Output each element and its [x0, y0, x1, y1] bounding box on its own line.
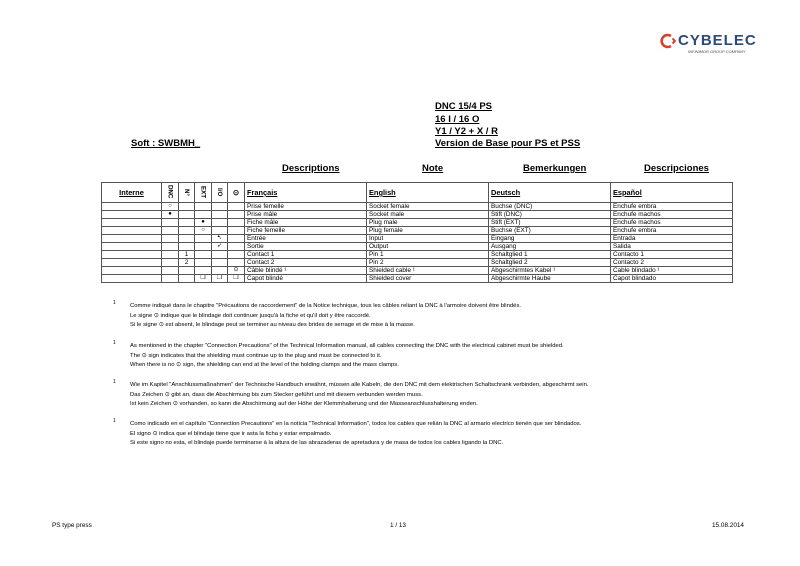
cell-english: Input	[367, 235, 489, 243]
cell-interne	[102, 227, 162, 235]
note-line: Como indicado en el capítulo "Connection Precautions" en la noticia "Technical Information", todos los cables que relián la DNC al armario electrico tienén que ser blindados.	[130, 421, 582, 427]
table-row	[102, 219, 733, 227]
cell-espanol: Enchufe embra	[611, 203, 733, 211]
version-title: Version de Base pour PS et PSS	[435, 138, 581, 149]
cell-ext	[195, 243, 212, 251]
cell-io: ➶	[212, 243, 228, 251]
cell-shield	[228, 219, 245, 227]
table-row	[102, 235, 733, 243]
table-row	[102, 275, 733, 283]
cell-deutsch: Buchse (EXT)	[489, 227, 611, 235]
header-francais: Français	[245, 183, 367, 203]
cell-shield: ❐	[228, 275, 245, 283]
footer-doc-name: PS type press	[52, 522, 92, 529]
cell-espanol: Enchufe machos	[611, 211, 733, 219]
note-line: Comme indiqué dans le chapitre "Précautions de raccordement" de la Notice technique, tous les câbles reliant la DNC à l'armoire doivent être blindés.	[130, 303, 522, 309]
cell-shield	[228, 203, 245, 211]
cell-io	[212, 227, 228, 235]
cell-english: Socket male	[367, 211, 489, 219]
model-title: DNC 15/4 PS	[435, 101, 493, 112]
note-line: Le signe ⊙ indique que le blindage doit continuer jusqu'à la fiche et qu'il doit y être raccordé.	[130, 312, 371, 319]
table-header-row	[102, 183, 733, 203]
cell-io	[212, 267, 228, 275]
cell-io	[212, 259, 228, 267]
logo-brand: CYBELEC	[678, 32, 757, 49]
note-line: Wie im Kapitel "Anschlussmaßnahmen" der Technische Handbuch erwähnt, müssen alle Kabeln, die den DNC mit dem elektrischen Schaltschrank verbinden, abgeschirmt sein.	[130, 382, 589, 388]
cell-francais: Prise mâle	[245, 211, 367, 219]
symbol-legend-table	[101, 182, 733, 283]
note-line: Si le signe ⊙ est absent, le blindage peut se terminer au niveau des brides de serrage et de mise à la masse.	[130, 322, 415, 329]
cell-espanol: Contacto 2	[611, 259, 733, 267]
cell-espanol: Contacto 1	[611, 251, 733, 259]
cell-shield	[228, 251, 245, 259]
cell-deutsch: Schaltglied 2	[489, 259, 611, 267]
cell-francais: Prise femelle	[245, 203, 367, 211]
column-title-bemerkungen: Bemerkungen	[523, 163, 587, 174]
table-row	[102, 211, 733, 219]
cell-espanol: Capot blindado	[611, 275, 733, 283]
cell-interne	[102, 219, 162, 227]
shield-icon: ⊙	[228, 183, 245, 203]
cell-deutsch: Buchse (DNC)	[489, 203, 611, 211]
cell-francais: Câble blindé ¹	[245, 267, 367, 275]
cell-dnc	[162, 275, 179, 283]
cell-no	[179, 203, 195, 211]
table-row	[102, 251, 733, 259]
cell-english: Socket female	[367, 203, 489, 211]
table-row	[102, 259, 733, 267]
note-line: When there is no ⊙ sign, the shielding can end at the level of the holding clamps and the mass clamps.	[130, 362, 399, 369]
cell-interne	[102, 235, 162, 243]
header-io: I/O	[212, 183, 228, 203]
cell-francais: Capot blindé	[245, 275, 367, 283]
cell-shield	[228, 243, 245, 251]
cell-dnc: ●	[162, 211, 179, 219]
header-deutsch: Deutsch	[489, 183, 611, 203]
cell-shield	[228, 235, 245, 243]
cell-dnc: ○	[162, 203, 179, 211]
footer-page-number: 1 / 13	[390, 522, 406, 529]
cell-interne	[102, 267, 162, 275]
cell-english: Plug male	[367, 219, 489, 227]
logo-tagline: INFINIMOR GROUP COMPANY	[688, 49, 746, 54]
table-row	[102, 203, 733, 211]
cell-io	[212, 251, 228, 259]
cell-no	[179, 243, 195, 251]
cell-dnc	[162, 267, 179, 275]
cell-espanol: Enchufe embra	[611, 227, 733, 235]
cell-shield	[228, 227, 245, 235]
cell-espanol: Salida	[611, 243, 733, 251]
header-ext: EXT	[195, 183, 212, 203]
cell-english: Pin 1	[367, 251, 489, 259]
cell-francais: Contact 2	[245, 259, 367, 267]
note-line: El signo ⊙ indica que el blindaje tiene que ir asta la ficha y estar empalmado.	[130, 430, 332, 437]
cell-ext: ●	[195, 219, 212, 227]
cell-dnc	[162, 219, 179, 227]
cell-francais: Sortie	[245, 243, 367, 251]
cell-io	[212, 203, 228, 211]
io-title: 16 I / 16 O	[435, 114, 480, 125]
cell-deutsch: Stift (EXT)	[489, 219, 611, 227]
cell-io	[212, 211, 228, 219]
cell-io: ❐	[212, 275, 228, 283]
note-block	[130, 381, 589, 410]
cell-shield	[228, 259, 245, 267]
note-block	[130, 302, 521, 331]
note-line: Si este signo no esta, el blindaje puede terminarse à la altura de las abrazaderas de apretadura y de masa de todos los cables ligando la DNC.	[130, 440, 504, 447]
note-block	[130, 420, 581, 449]
cell-interne	[102, 211, 162, 219]
cell-ext	[195, 267, 212, 275]
table-row	[102, 227, 733, 235]
cell-interne	[102, 275, 162, 283]
cell-francais: Contact 1	[245, 251, 367, 259]
cell-dnc	[162, 235, 179, 243]
cell-deutsch: Eingang	[489, 235, 611, 243]
column-title-descriptions: Descriptions	[282, 163, 340, 174]
cell-io: ➷	[212, 235, 228, 243]
cell-francais: Fiche femelle	[245, 227, 367, 235]
table-row	[102, 267, 733, 275]
header-espanol: Español	[611, 183, 733, 203]
company-logo	[660, 32, 760, 62]
cell-ext	[195, 203, 212, 211]
cell-no	[179, 227, 195, 235]
cell-shield	[228, 211, 245, 219]
cell-espanol: Cable blindado ¹	[611, 267, 733, 275]
cell-ext	[195, 211, 212, 219]
cell-espanol: Enchufe machos	[611, 219, 733, 227]
soft-label: Soft : SWBMH_	[131, 138, 201, 149]
cell-english: Output	[367, 243, 489, 251]
cell-ext	[195, 259, 212, 267]
header-english: English	[367, 183, 489, 203]
cell-dnc	[162, 243, 179, 251]
cell-interne	[102, 251, 162, 259]
cell-no	[179, 267, 195, 275]
header-no: N°	[179, 183, 195, 203]
cell-interne	[102, 203, 162, 211]
cell-deutsch: Ausgang	[489, 243, 611, 251]
cell-english: Shielded cable ¹	[367, 267, 489, 275]
cell-deutsch: Abgeschirmtes Kabel ¹	[489, 267, 611, 275]
header-interne: Interne	[102, 183, 162, 203]
cell-deutsch: Abgeschirmte Haube	[489, 275, 611, 283]
note-block	[130, 342, 564, 371]
table-row	[102, 243, 733, 251]
cell-no: 2	[179, 259, 195, 267]
header-dnc: DNC	[162, 183, 179, 203]
cell-no: 1	[179, 251, 195, 259]
cell-no	[179, 219, 195, 227]
note-line: As mentioned in the chapter "Connection Precautions" of the Technical Information manual, all cables connecting the DNC with the electrical cabinet must be shielded.	[130, 343, 564, 349]
column-title-descripciones: Descripciones	[644, 163, 709, 174]
cell-english: Plug female	[367, 227, 489, 235]
cell-dnc	[162, 259, 179, 267]
cell-interne	[102, 243, 162, 251]
cell-dnc	[162, 251, 179, 259]
note-line: Das Zeichen ⊙ gibt an, dass die Abschirmung bis zum Stecker geführt und mit diesem verbunden werden muss.	[130, 391, 423, 398]
cell-shield: ⊙	[228, 267, 245, 275]
cell-francais: Fiche mâle	[245, 219, 367, 227]
cell-interne	[102, 259, 162, 267]
cell-ext	[195, 251, 212, 259]
cell-espanol: Entrada	[611, 235, 733, 243]
cell-ext: ○	[195, 227, 212, 235]
cell-english: Pin 2	[367, 259, 489, 267]
cell-english: Shielded cover	[367, 275, 489, 283]
note-line: Ist kein Zeichen ⊙ vorhanden, so kann die Abschirmung auf der Höhe der Klemmhalterung und der Masseanschlusshalterung enden.	[130, 401, 478, 408]
cybelec-mark-icon	[660, 33, 676, 49]
cell-ext	[195, 235, 212, 243]
cell-io	[212, 219, 228, 227]
cell-deutsch: Schaltglied 1	[489, 251, 611, 259]
note-line: The ⊙ sign indicates that the shielding must continue up to the plug and must be connected to it.	[130, 352, 382, 359]
column-title-note: Note	[422, 163, 444, 174]
cell-dnc	[162, 227, 179, 235]
cell-no	[179, 235, 195, 243]
cell-deutsch: Stift (DNC)	[489, 211, 611, 219]
footnote-marker: 1	[113, 418, 116, 424]
footnote-marker: 1	[113, 300, 116, 306]
footnote-marker: 1	[113, 379, 116, 385]
axes-title: Y1 / Y2 + X / R	[435, 126, 498, 137]
cell-no	[179, 211, 195, 219]
footnote-marker: 1	[113, 340, 116, 346]
cell-no	[179, 275, 195, 283]
cell-ext: ❐	[195, 275, 212, 283]
footer-date: 15.08.2014	[712, 522, 744, 529]
cell-francais: Entrée	[245, 235, 367, 243]
